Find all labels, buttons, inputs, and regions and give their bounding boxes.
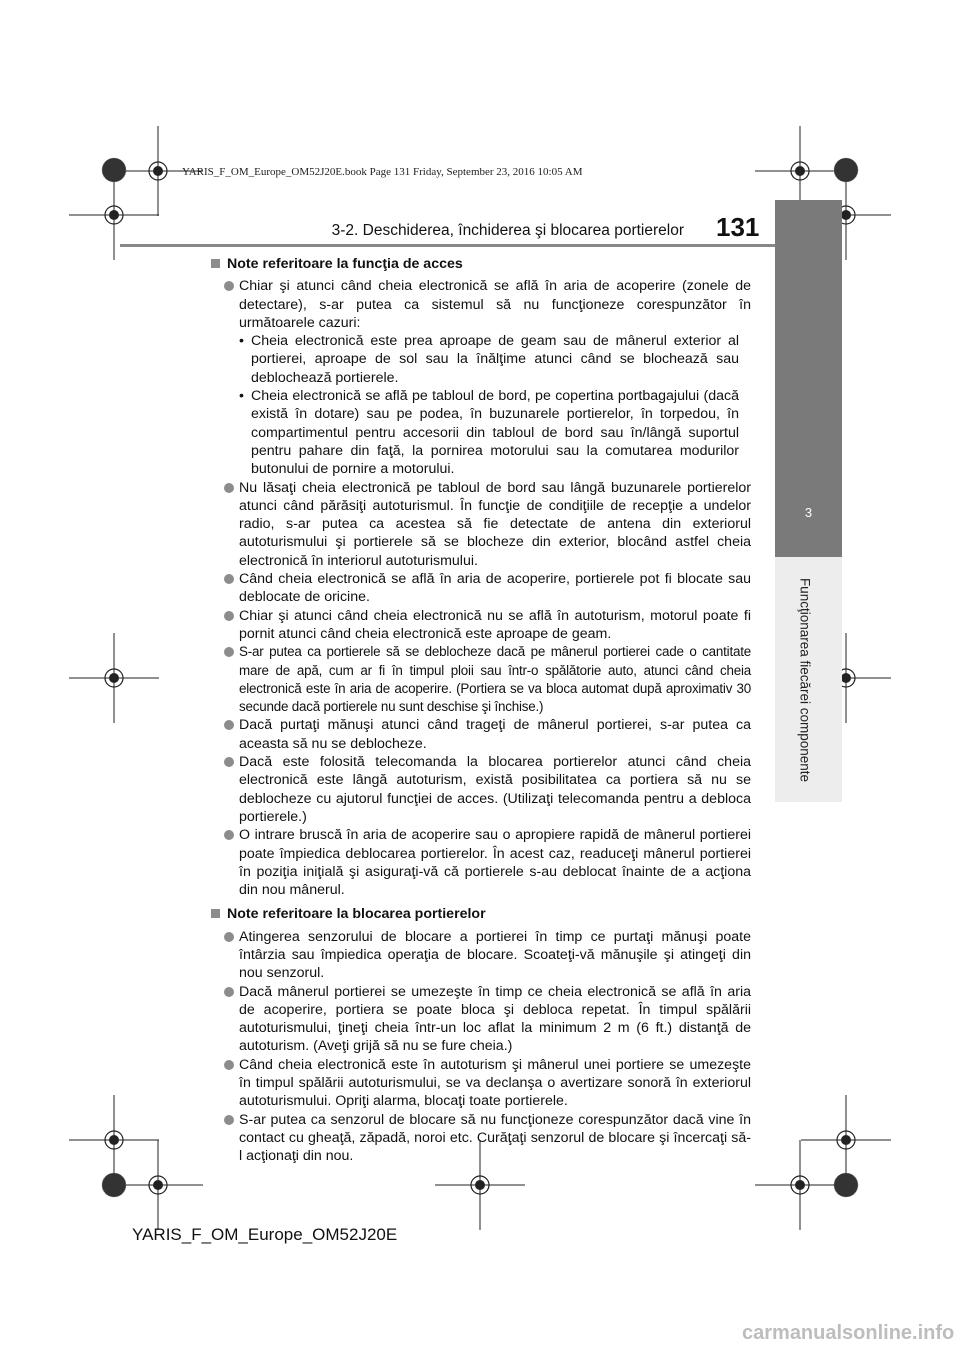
book-info: YARIS_F_OM_Europe_OM52J20E.book Page 131 Friday, September 23, 2016 10:05 AM: [182, 166, 583, 178]
bullet-text: Dacă purtaţi mănuşi atunci când trageţi de mânerul portierei, s-ar putea ca aceasta să nu se deblocheze.: [239, 717, 751, 752]
sub-bullet-item: [211, 332, 751, 387]
section-heading-text: Note referitoare la blocarea portierelor: [227, 906, 486, 923]
square-bullet-icon: [211, 909, 220, 918]
bullet-item: [211, 928, 751, 983]
bullet-text: Când cheia electronică se află în aria de acoperire, portierele pot fi blocate sau deblocate de oricine.: [239, 571, 751, 606]
chapter-label: Funcţionarea fiecărei componente: [797, 577, 813, 783]
round-bullet-icon: [224, 830, 234, 840]
round-bullet-icon: [224, 1115, 234, 1125]
bullet-item: [211, 277, 751, 332]
square-bullet-icon: [211, 259, 220, 268]
section-heading-text: Note referitoare la funcţia de acces: [227, 256, 463, 272]
bullet-item: [211, 716, 751, 753]
watermark: carmanualsonline.info: [742, 1322, 955, 1344]
round-bullet-icon: [224, 987, 234, 997]
section-heading: [211, 905, 751, 923]
bullet-item: [211, 479, 751, 570]
bullet-text: Dacă este folosită telecomanda la blocarea portierelor atunci când cheia electronică este lângă autoturism, există posibilitatea ca portiera să nu se deblocheze cu ajutorul funcţiei de acces. (Utilizaţi telecomanda pentru a debloca portierele.): [239, 754, 751, 825]
round-bullet-icon: [224, 611, 234, 621]
sub-bullet-text: Cheia electronică este prea aproape de geam sau de mânerul exterior al portierei, aproape de sol sau la înălţime atunci când se blochează sau deblochează portierele.: [251, 333, 739, 386]
sub-bullet-item: [211, 387, 751, 478]
round-bullet-icon: [224, 1060, 234, 1070]
bullet-item: [211, 753, 751, 826]
bullet-text: Când cheia electronică este în autoturism şi mânerul unei portiere se umezeşte în timpul spălării autoturismului, se va declanşa o avertizare sonoră în exteriorul autoturismului. Opriţi alarma, blocaţi toate portierele.: [239, 1056, 751, 1110]
bullet-text: Nu lăsaţi cheia electronică pe tabloul de bord sau lângă buzunarele portierelor atunci când părăsiţi autoturismul. În funcţie de condiţiile de recepţie a undelor radio, s-ar putea ca acestea să fie detectate de antena din exteriorul autoturismului şi portierele să se blocheze din exterior, blocând astfel cheia electronică în interiorul autoturismului.: [239, 479, 751, 569]
bullet-item: [211, 607, 751, 644]
bullet-text: Chiar şi atunci când cheia electronică se află în aria de acoperire (zonele de detectare), s-ar putea ca sistemul să nu funcţioneze corespunzător în următoarele cazuri:: [239, 278, 751, 331]
round-bullet-icon: [224, 574, 234, 584]
bullet-text: S-ar putea ca portierele să se deblocheze dacă pe mânerul portierei cade o cantitate mare de apă, cum ar fi în timpul ploii sau într-o spălătorie auto, atunci când cheia electronică este în aria de acoperire. (Portiera se va bloca automat după aproximativ 30 secunde dacă portierele nu sunt deschise şi închise.): [239, 644, 751, 715]
round-bullet-icon: [224, 483, 234, 493]
bullet-item: [211, 983, 751, 1056]
bullet-text: S-ar putea ca senzorul de blocare să nu funcţioneze corespunzător dacă vine în contact cu gheaţă, zăpadă, noroi etc. Curăţaţi senzorul de blocare şi încercaţi să-l acţionaţi din nou.: [239, 1111, 751, 1165]
bullet-item: [211, 1056, 751, 1111]
round-bullet-icon: [224, 757, 234, 767]
page-content: [211, 255, 751, 1166]
chapter-label-wrapper: [793, 558, 817, 802]
chapter-tab: [775, 200, 842, 557]
bullet-text: Chiar şi atunci când cheia electronică nu se află în autoturism, motorul poate fi pornit atunci când cheia electronică este aproape de geam.: [239, 607, 751, 642]
sub-bullet-text: Cheia electronică se află pe tabloul de bord, pe copertina portbagajului (dacă există în dotare) sau pe podea, în buzunarele portierelor, în torpedou, în compartimentul pentru accesorii din tabloul de bord sau în/lângă suportul pentru pahare din faţă, la pornirea motorului sau la comutarea modurilor butonului de pornire a motorului.: [251, 388, 739, 478]
header-rule: [120, 244, 841, 247]
dot-marker-icon: •: [239, 333, 244, 350]
footer-code: YARIS_F_OM_Europe_OM52J20E: [132, 1225, 398, 1244]
bullet-item: [211, 1111, 751, 1166]
bullet-text: O intrare bruscă în aria de acoperire sau o apropiere rapidă de mânerul portierei poate împiedica deblocarea portierelor. În acest caz, readuceţi mânerul portierei în poziţia iniţială şi asiguraţi-vă că portierele s-au deblocat înainte de a acţiona din nou mânerul.: [239, 827, 751, 899]
bullet-text: Dacă mânerul portierei se umezeşte în timp ce cheia electronică se află în aria de acoperire, portiera se poate bloca şi debloca repetat. În timpul spălării autoturismului, ţineţi cheia într-un loc aflat la minimum 2 m (6 ft.) distanţă de autoturism. (Aveţi grijă să nu se fure cheia.): [239, 983, 751, 1055]
chapter-number: 3: [804, 505, 813, 520]
round-bullet-icon: [224, 932, 234, 942]
round-bullet-icon: [224, 720, 234, 730]
section-heading: [211, 255, 751, 273]
round-bullet-icon: [224, 647, 234, 657]
bullet-item: [211, 643, 751, 716]
page-number: 131: [716, 212, 760, 242]
round-bullet-icon: [224, 281, 234, 291]
bullet-item: [211, 570, 751, 607]
section-title: 3-2. Deschiderea, închiderea şi blocarea portierelor: [331, 222, 684, 239]
dot-marker-icon: •: [239, 388, 244, 405]
bullet-text: Atingerea senzorului de blocare a portierei în timp ce purtaţi mănuşi poate întârzia sau împiedica operaţia de blocare. Scoateţi-vă mănuşile şi atingeţi din nou senzorul.: [239, 928, 751, 982]
bullet-item: [211, 826, 751, 899]
